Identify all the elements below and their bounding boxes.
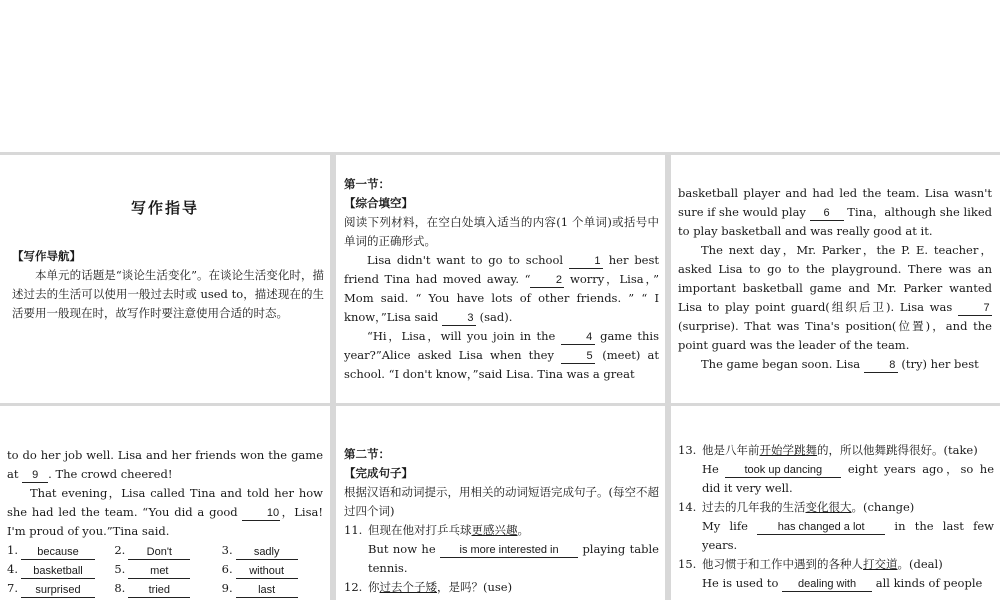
answer-number: 7.	[7, 581, 18, 595]
blank-6[interactable]: 6	[810, 206, 844, 221]
question-12	[344, 578, 659, 597]
text: to do her job well. Lisa and her friends won the game at	[7, 448, 323, 481]
text: 但现在他对打乒乓球	[368, 523, 472, 537]
blank-10[interactable]: 10	[242, 506, 280, 521]
nav-text: 本单元的话题是“谈论生活变化”。在谈论生活变化时，描述过去的生活可以使用一般过去时或 used to，描述现在的生活要用一般现在时，故写作时要注意使用合适的时态。	[12, 268, 324, 320]
question-11	[344, 521, 659, 540]
text: But now he	[368, 542, 436, 556]
text: Lisa didn't want to go to school	[367, 253, 564, 267]
text: 。(change)	[851, 500, 915, 514]
text: basketball player and had led the team. Lisa wasn't sure if she would play	[678, 186, 992, 219]
answer-blank[interactable]: took up dancing	[725, 463, 841, 478]
writing-guide-panel	[0, 155, 330, 403]
sentence-completion-panel	[336, 406, 665, 600]
answer-number: 8.	[114, 581, 126, 595]
question-15	[678, 555, 994, 574]
text: 的，所以他舞跳得很好。(take)	[817, 443, 978, 457]
cloze-paragraph-2	[344, 327, 659, 384]
text: (meet) at school. “I don't know，”said Lisa. Tina was a great	[344, 348, 660, 381]
cloze-paragraph-1	[344, 251, 659, 327]
text: 。(deal)	[897, 557, 943, 571]
text: all kinds of people	[875, 576, 983, 590]
text: He is used to	[702, 576, 779, 590]
question-14	[678, 498, 994, 517]
cloze-paragraph-6	[7, 446, 323, 484]
question-13	[678, 441, 994, 460]
text: 。	[517, 523, 529, 537]
question-number: 12.	[344, 580, 363, 594]
answer-number: 4.	[7, 562, 18, 576]
blank-5[interactable]: 5	[561, 349, 595, 364]
cloze-instruction: 阅读下列材料，在空白处填入适当的内容(1 个单词)或括号中单词的正确形式。	[344, 215, 659, 248]
answer-number: 1.	[7, 543, 18, 557]
text: Tina，although she liked to play basketball and was really good at it.	[678, 205, 993, 238]
text: (surprise). That was Tina's position(位置)，and the point guard was the leader of the team.	[678, 319, 992, 352]
page-title: 写作指导	[130, 199, 199, 217]
answer-value: without	[236, 564, 298, 579]
text: That evening，Lisa called Tina and told her how she had led the team. “You did a good	[7, 486, 323, 519]
text: 他是八年前	[702, 443, 760, 457]
answer-blank[interactable]: is more interested in	[440, 543, 578, 558]
question-13-english	[678, 460, 994, 498]
text: “Hi，Lisa，will you join in the	[367, 329, 556, 343]
answer-value: last	[236, 583, 298, 598]
answer-value: tried	[128, 583, 190, 598]
text: in the last few years.	[702, 519, 994, 552]
text: 过去的几年我的生活	[702, 500, 806, 514]
text: game this year?”Alice asked Lisa when they	[344, 329, 659, 362]
answer-item	[7, 560, 108, 579]
blank-1[interactable]: 1	[569, 254, 603, 269]
section-label: 第二节：	[344, 447, 390, 461]
question-15-english	[678, 574, 994, 593]
text: (sad).	[479, 310, 513, 324]
text: ，Lisa! I'm proud of you.”Tina said.	[7, 505, 323, 538]
answer-item	[7, 541, 108, 560]
cloze-paragraph-7	[7, 484, 323, 541]
text: ，是吗？(use)	[437, 580, 513, 594]
question-number: 14.	[678, 500, 697, 514]
answer-number: 5.	[114, 562, 126, 576]
question-11-english	[344, 540, 659, 578]
answer-item	[222, 541, 323, 560]
underlined-text: 更感兴趣	[471, 523, 518, 537]
answer-value: surprised	[21, 583, 95, 598]
answer-value: met	[128, 564, 190, 579]
text: . The crowd cheered!	[48, 467, 173, 481]
text: The game began soon. Lisa	[701, 357, 861, 371]
blank-2[interactable]: 2	[530, 273, 564, 288]
cloze-paragraph-3	[678, 184, 992, 241]
sentence-completion-continued-panel	[671, 406, 1000, 600]
text: her best friend Tina had moved away. “	[344, 253, 660, 286]
answer-number: 2.	[114, 543, 126, 557]
cloze-paragraph-4	[678, 241, 992, 355]
question-number: 15.	[678, 557, 697, 571]
question-14-english	[678, 517, 994, 555]
answer-item	[114, 541, 215, 560]
blank-4[interactable]: 4	[561, 330, 595, 345]
answer-number: 3.	[221, 543, 233, 557]
cloze-continued-panel	[671, 155, 1000, 403]
text: 他习惯于和工作中遇到的各种人	[702, 557, 863, 571]
underlined-text: 开始学跳舞	[759, 443, 817, 457]
text: 你	[368, 580, 380, 594]
completion-header: 【完成句子】	[344, 466, 413, 480]
answer-blank[interactable]: has changed a lot	[757, 520, 885, 535]
underlined-text: 变化很大	[805, 500, 852, 514]
blank-3[interactable]: 3	[442, 311, 476, 326]
cloze-paragraph-5	[678, 355, 992, 374]
answer-number: 6.	[221, 562, 233, 576]
cloze-panel	[336, 155, 665, 403]
question-number: 11.	[344, 523, 363, 537]
cloze-header: 【综合填空】	[344, 196, 413, 210]
answer-number: 9.	[221, 581, 233, 595]
nav-header: 【写作导航】	[12, 249, 81, 263]
answer-key	[7, 541, 323, 598]
text: playing table tennis.	[368, 542, 659, 575]
text: My life	[702, 519, 748, 533]
blank-top-area	[0, 0, 1000, 152]
blank-9[interactable]: 9	[22, 468, 48, 483]
blank-7[interactable]: 7	[958, 301, 992, 316]
underlined-text: 打交道	[863, 557, 898, 571]
text: He	[702, 462, 719, 476]
text: The next day，Mr. Parker，the P. E. teacher，asked Lisa to go to the playground. There was an important basketball game and Mr. Parker wanted Lisa to play point guard(组织后卫). Lisa was	[678, 243, 992, 314]
section-label: 第一节：	[344, 177, 390, 191]
blank-8[interactable]: 8	[864, 358, 898, 373]
answer-item	[114, 560, 215, 579]
answer-blank[interactable]: dealing with	[782, 577, 872, 592]
underlined-text: 过去个子矮	[379, 580, 437, 594]
answer-item	[114, 579, 215, 598]
answer-value: because	[21, 545, 95, 560]
question-number: 13.	[678, 443, 697, 457]
answer-item	[222, 560, 323, 579]
answer-value: sadly	[236, 545, 298, 560]
answer-item	[222, 579, 323, 598]
completion-instruction: 根据汉语和动词提示，用相关的动词短语完成句子。(每空不超过四个词)	[344, 485, 659, 518]
answer-value: Don't	[128, 545, 190, 560]
text: worry，Lisa，” Mom said. “ You have lots of other friends. ” “ I know，”Lisa said	[344, 272, 660, 324]
cloze-end-panel	[0, 406, 330, 600]
text: eight years ago，so he did it very well.	[702, 462, 995, 495]
text: (try) her best	[901, 357, 979, 371]
answer-value: basketball	[21, 564, 95, 579]
answer-item	[7, 579, 108, 598]
